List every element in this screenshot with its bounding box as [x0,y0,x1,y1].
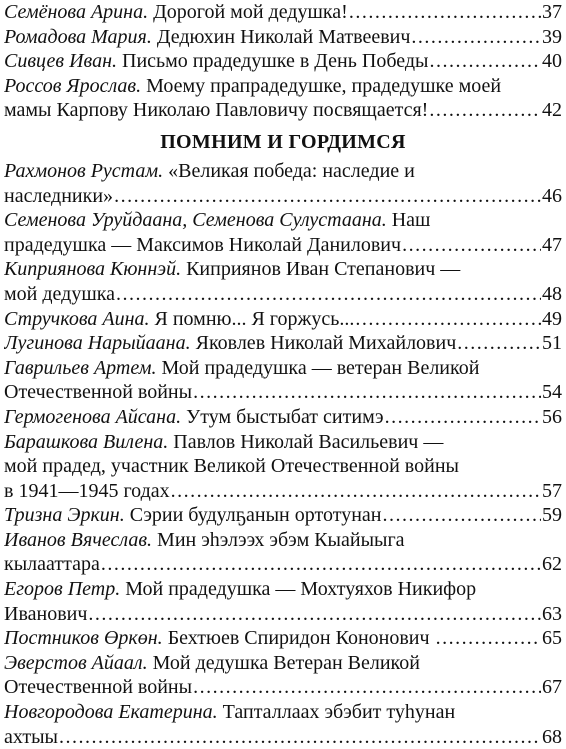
toc-line-text [4,75,501,97]
toc-entry [4,25,562,50]
toc-line [4,626,562,651]
entry-title: Мин эһэлээх эбэм Кыайыыга [152,528,405,551]
toc-line [4,380,562,405]
page-number: 40 [542,50,562,73]
page-number: 54 [542,381,562,404]
toc-entry [4,0,562,25]
toc-line-text [4,25,410,50]
entry-author: Россов Ярослав. [4,74,142,97]
toc-line [4,25,562,50]
dot-leader [436,626,541,651]
page-number: 49 [542,307,562,330]
entry-title: Тапталлаах эбэбит туһунан [217,701,456,724]
toc-entry [4,651,562,700]
dot-leader [101,552,541,577]
entry-title: мой прадед, участник Великой Отечественной войны [4,455,459,478]
toc-line-text [4,357,479,379]
toc-line-text [4,725,58,749]
dot-leader [457,331,541,356]
toc-line [4,159,562,184]
page-number: 68 [542,725,562,748]
toc-line [4,0,562,25]
entry-author: Иванов Вячеслав. [4,528,153,551]
entry-author: Новгородова Екатерина. [4,701,218,724]
toc-line-text [4,184,113,209]
toc-line [4,725,562,749]
toc-line [4,577,562,602]
toc-line-text [4,160,415,182]
dot-leader [385,405,541,430]
entry-author: Стручкова Аина. [4,307,150,330]
dot-leader [116,282,541,307]
dot-leader [193,675,541,700]
toc-line [4,430,562,455]
toc-entry [4,159,562,208]
entry-author: Гермогенова Айсана. [4,405,182,428]
entry-author: Ромадова Мария. [4,25,152,48]
toc-line [4,331,562,356]
entry-author: Тризна Эркин. [4,504,125,527]
toc-line [4,602,562,627]
toc-line [4,528,562,553]
toc-line-text [4,258,460,280]
entry-author: Постников Өркөн. [4,627,163,650]
dot-leader [429,98,541,123]
section-heading: ПОМНИМ И ГОРДИМСЯ [160,130,406,153]
entry-title: Мой дедушка Ветеран Великой [147,651,420,674]
entry-author: Рахмонов Рустам. [4,159,164,182]
toc-entry [4,405,562,430]
page-number: 39 [542,25,562,48]
entry-title: кылааттара [4,553,100,576]
entry-title: Мой прадедушка — Мохтуяхов Никифор [120,578,477,601]
toc-line-text [4,479,170,504]
toc-line-text [4,282,115,307]
toc-line [4,479,562,504]
toc-line [4,184,562,209]
toc-line-text [4,380,192,405]
page-number: 67 [542,676,562,699]
toc-entry [4,700,562,749]
page-number: 59 [542,504,562,527]
page-number: 62 [542,553,562,576]
entry-title: Бехтюев Спиридон Кононович [162,627,435,650]
toc-section-pomnim [4,159,562,749]
entry-title: «Великая победа: наследие и [163,159,415,182]
toc-line [4,282,562,307]
toc-line [4,257,562,282]
toc-line [4,233,562,258]
toc-line [4,552,562,577]
entry-author: Семенова Уруйдаана, Семенова Сулустаана. [4,209,387,232]
toc-entry [4,49,562,74]
dot-leader [349,0,541,25]
entry-title: Дорогой мой дедушка! [148,1,348,23]
toc-line-text [4,455,459,477]
entry-title: мой дедушка [4,282,116,305]
toc-line-text [4,578,476,600]
toc-line-text [4,626,435,651]
entry-title: Утум быстыбат ситимэ [181,405,384,428]
dot-leader [429,49,541,74]
page-number: 37 [542,1,562,23]
entry-title: Дедюхин Николай Матвеевич [151,25,411,48]
toc-line-text [4,701,455,723]
entry-title: Сэрии будулҕанын ортотунан [124,504,382,527]
entry-author: Барашкова Вилена. [4,430,169,453]
toc-line-text [4,307,354,332]
entry-title: Яковлев Николай Михайлович [190,332,457,355]
entry-author: Эверстов Айаал. [4,651,148,674]
entry-title: наследники» [4,184,114,207]
toc-entry [4,503,562,528]
toc-line-text [4,431,443,453]
entry-author: Егоров Петр. [4,578,121,601]
toc-line [4,356,562,381]
entry-author: Киприянова Кюннэй. [4,258,182,281]
dot-leader [114,184,541,209]
entry-title: Киприянов Иван Степанович — [181,258,461,281]
toc-entry [4,430,562,504]
dot-leader [171,479,541,504]
toc-line-text [4,405,384,430]
page-number: 48 [542,282,562,305]
page-number: 51 [542,332,562,355]
page-number: 65 [542,627,562,650]
toc-line-text [4,49,428,74]
toc-entry [4,528,562,577]
dot-leader [88,602,541,627]
entry-title: Павлов Николай Васильевич — [168,430,444,453]
dot-leader [355,307,541,332]
toc-entry [4,307,562,332]
dot-leader [402,233,541,258]
toc-line-text [4,529,405,551]
entry-author: Гаврильев Артем. [4,356,157,379]
entry-author: Сивцев Иван. [4,50,117,73]
entry-title: Мой прадедушка — ветеран Великой [156,356,480,379]
dot-leader [193,380,541,405]
toc-line-text [4,675,192,700]
table-of-contents [4,0,562,749]
toc-entry [4,356,562,405]
dot-leader [59,725,541,749]
toc-line [4,454,562,479]
page-number: 57 [542,479,562,502]
entry-title: Отечественной войны [4,676,193,699]
entry-title: ахтыы [4,725,58,748]
entry-title: прадедушка — Максимов Николай Данилович [4,233,402,256]
toc-line [4,49,562,74]
toc-section-previous [4,0,562,123]
toc-line [4,675,562,700]
page-number: 42 [542,99,562,122]
toc-entry [4,208,562,257]
toc-line [4,700,562,725]
toc-line-text [4,652,420,674]
toc-line-text [4,503,381,528]
entry-title: Моему прапрадедушке, прадедушке моей [141,74,502,97]
page-number: 63 [542,602,562,625]
page-number: 56 [542,405,562,428]
dot-leader [382,503,541,528]
toc-line [4,651,562,676]
toc-line-text [4,552,100,577]
entry-title: в 1941—1945 годах [4,479,170,502]
toc-line [4,503,562,528]
entry-author: Семёнова Арина. [4,1,149,23]
entry-title: мамы Карпову Николаю Павловичу посвящается! [4,99,429,122]
entry-title: Отечественной войны [4,381,193,404]
toc-entry [4,577,562,626]
entry-title: Письмо прадедушке в День Победы [117,50,429,73]
toc-line-text [4,233,401,258]
toc-line [4,98,562,123]
toc-line [4,307,562,332]
toc-line-text [4,98,428,123]
toc-line [4,74,562,99]
page-number: 47 [542,233,562,256]
toc-entry [4,74,562,123]
page-number: 46 [542,184,562,207]
toc-line-text [4,0,348,25]
toc-line-text [4,602,87,627]
entry-title: Наш [386,209,431,232]
toc-line-text [4,331,456,356]
toc-entry [4,626,562,651]
toc-entry [4,331,562,356]
dot-leader [411,25,541,50]
toc-line [4,405,562,430]
entry-title: Иванович [4,602,88,625]
entry-title: Я помню... Я горжусь... [149,307,355,330]
entry-author: Лугинова Нарыйаана. [4,332,191,355]
toc-line-text [4,209,430,231]
toc-entry [4,257,562,306]
toc-line [4,208,562,233]
